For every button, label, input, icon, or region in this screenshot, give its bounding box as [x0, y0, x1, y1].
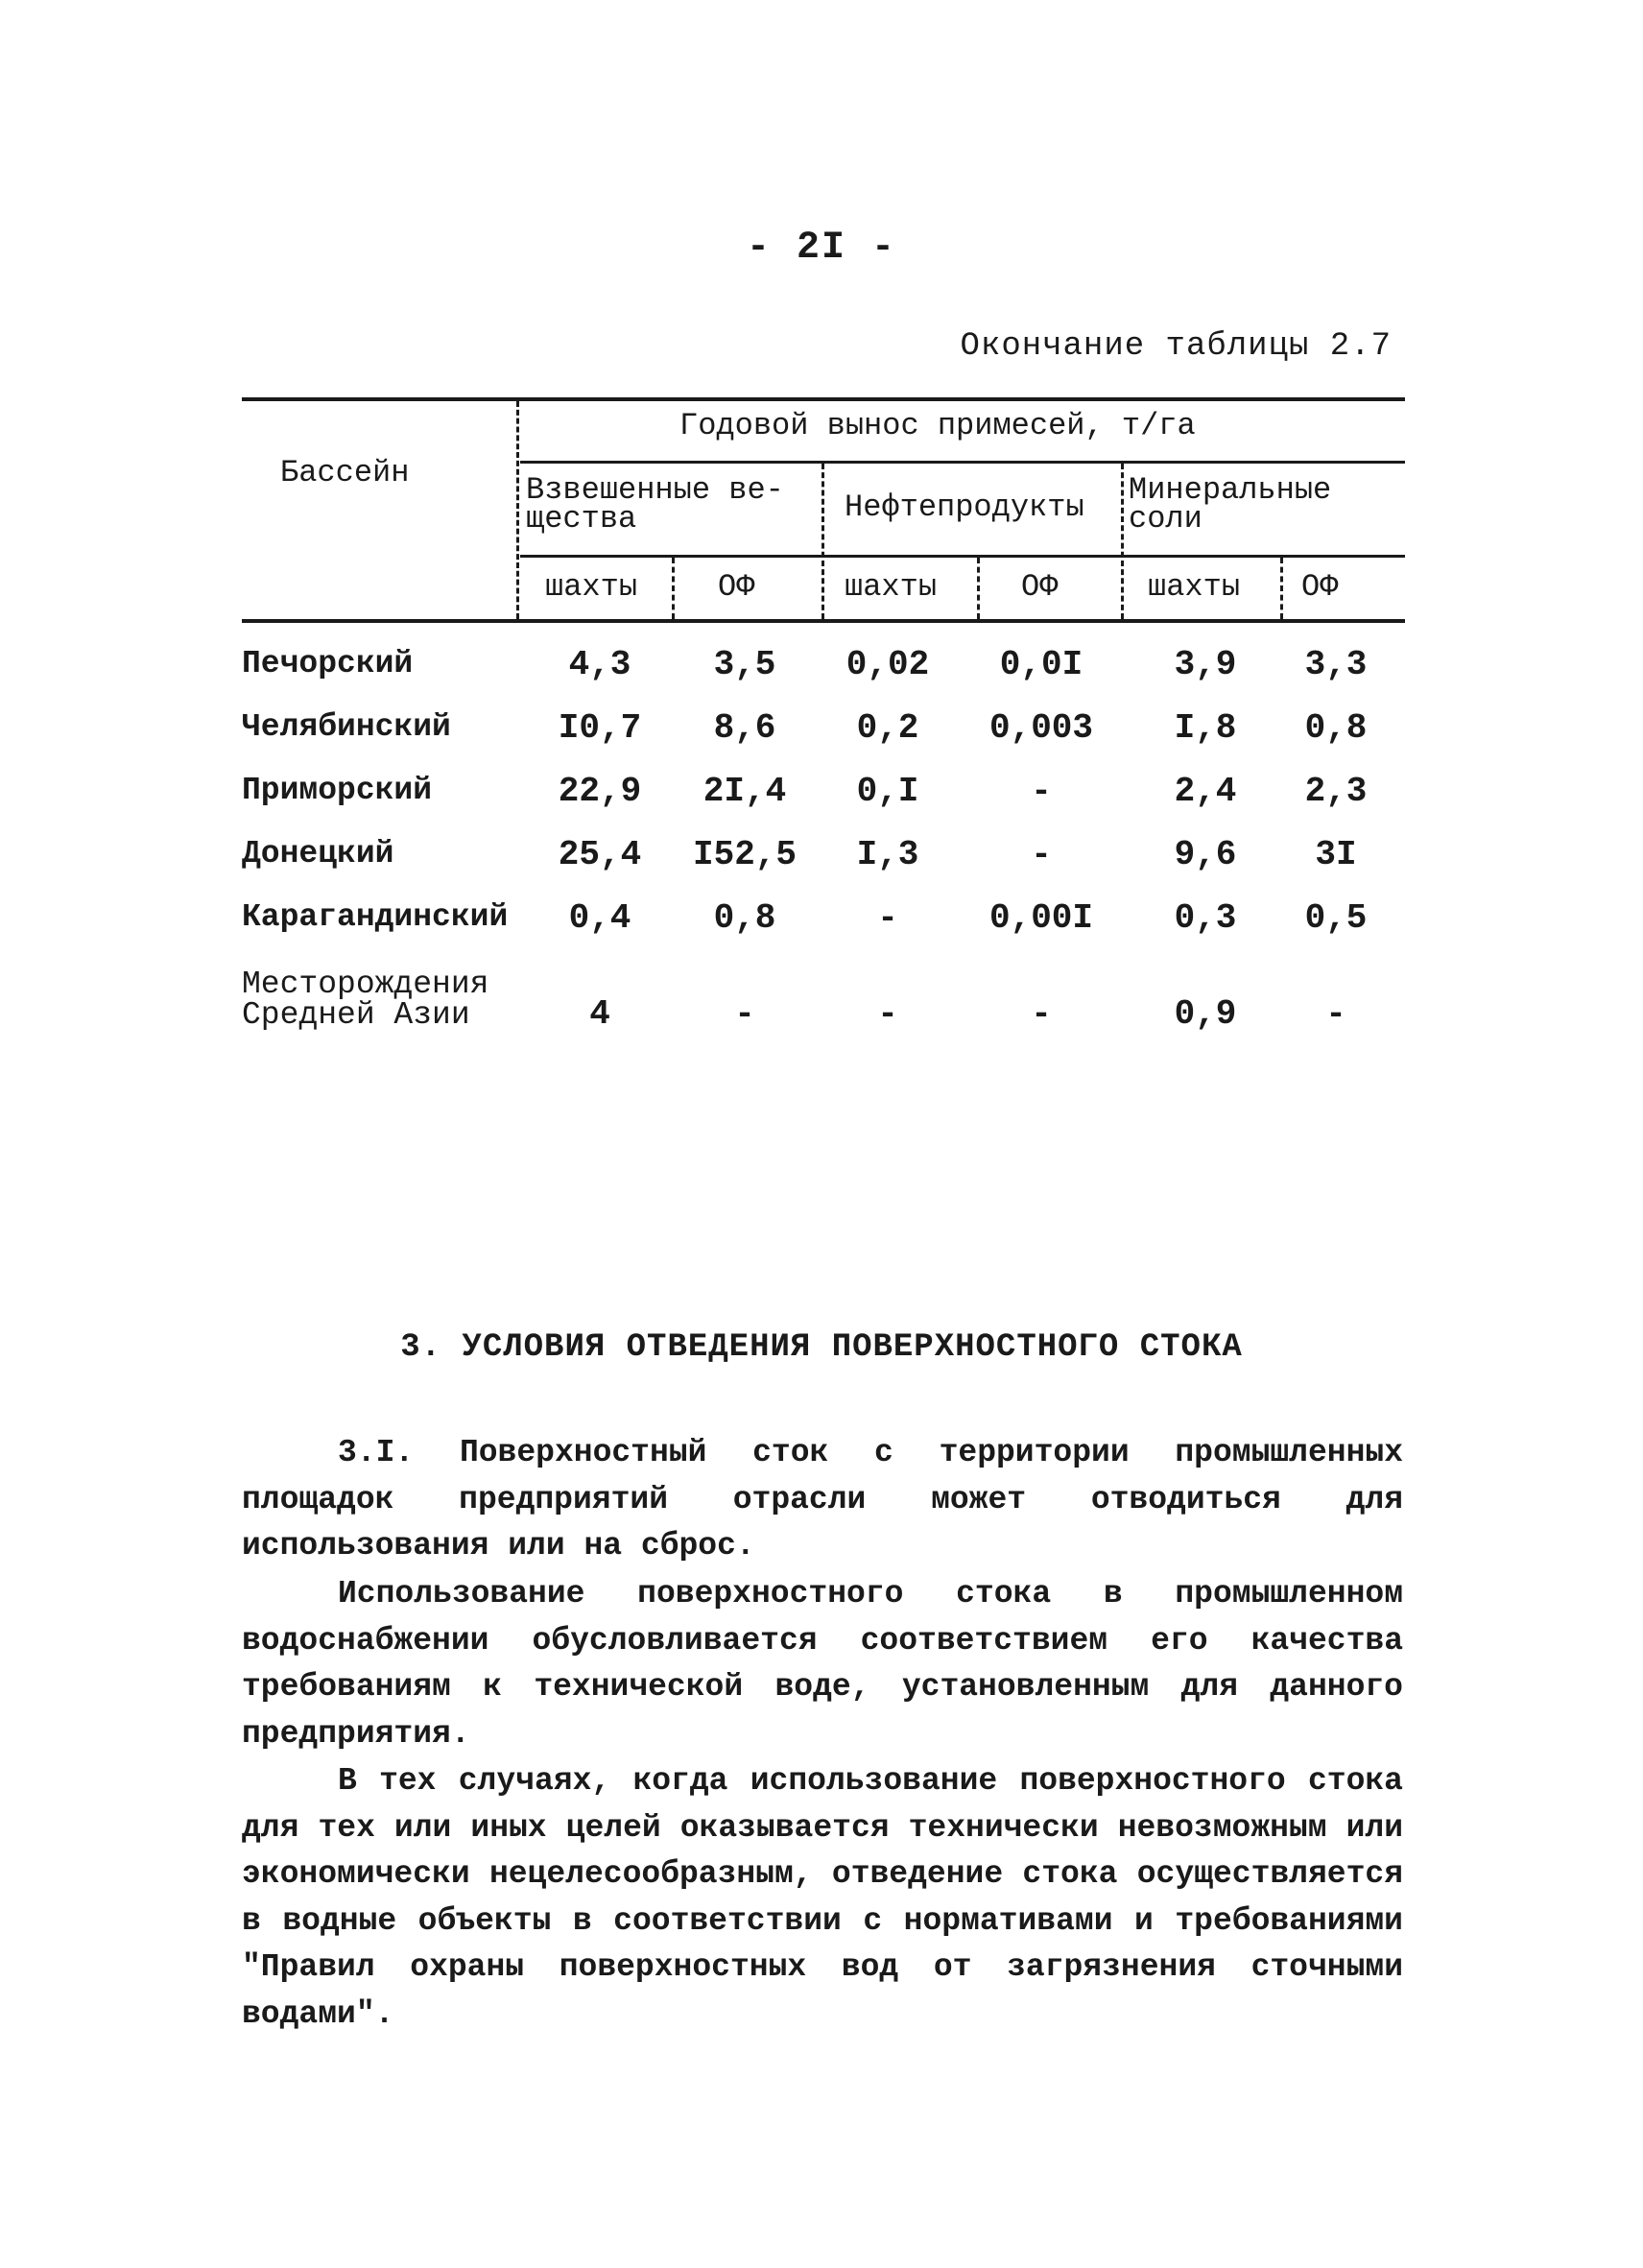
table-top-rule [242, 397, 1405, 401]
table-cell: 3,9 [1174, 645, 1237, 684]
header-suspended-solids: Взвешенные ве- щества [526, 472, 784, 537]
table-caption: Окончание таблицы 2.7 [960, 328, 1392, 365]
header-petroleum: Нефтепродукты [845, 489, 1084, 525]
table-cell: I,8 [1174, 708, 1237, 748]
section-title: 3. УСЛОВИЯ ОТВЕДЕНИЯ ПОВЕРХНОСТНОГО СТОКА [400, 1329, 1243, 1366]
table-cell: 0,I [856, 772, 919, 811]
group-header-rule [520, 461, 1405, 464]
table-cell: 2I,4 [702, 772, 787, 811]
subgroup-header-rule [520, 555, 1405, 558]
table-cell: 4,3 [568, 645, 631, 684]
table-cell: 0,3 [1174, 898, 1237, 938]
table-cell: 0,8 [713, 898, 776, 938]
table-cell: - [1031, 772, 1052, 811]
table-cell: 0,0I [999, 645, 1083, 684]
table-cell: 22,9 [558, 772, 642, 811]
table-cell: - [1325, 994, 1346, 1034]
table-cell: 2,4 [1174, 772, 1237, 811]
table-cell: 8,6 [713, 708, 776, 748]
table-cell: 3,3 [1304, 645, 1368, 684]
col-separator-basin [516, 401, 519, 619]
table-cell: 4 [589, 994, 610, 1034]
table-cell: I,3 [856, 835, 919, 874]
table-cell: 0,02 [845, 645, 930, 684]
header-basin: Бассейн [280, 455, 410, 490]
table-cell: 0,003 [988, 708, 1094, 748]
paragraph: Использование поверхностного стока в промышленном водоснабжении обусловливается соответствием его качества требованиям к технической воде, установленным для данного предприятия. [242, 1576, 1403, 1752]
row-label: Приморский [242, 773, 433, 808]
table-cell: - [1031, 835, 1052, 874]
table-cell: 3I [1315, 835, 1357, 874]
row-label: Донецкий [242, 836, 394, 871]
page-number: - 2I - [746, 227, 897, 270]
header-mines-3: шахты [1148, 569, 1241, 605]
col-separator-sub3 [1280, 558, 1283, 619]
table-cell: 3,5 [713, 645, 776, 684]
table-cell: - [877, 994, 898, 1034]
table-cell: I52,5 [692, 835, 798, 874]
header-annual-removal: Годовой вынос примесей, т/га [679, 408, 1196, 443]
header-bottom-rule [242, 619, 1405, 623]
row-label: Челябинский [242, 709, 451, 745]
col-separator-group1 [822, 464, 824, 619]
paragraph: 3.I. Поверхностный сток с территории промышленных площадок предприятий отрасли может отводиться для использования или на сброс. [242, 1435, 1403, 1564]
table-cell: - [1031, 994, 1052, 1034]
col-separator-sub2 [977, 558, 980, 619]
header-of-1: ОФ [718, 569, 755, 605]
table-cell: 25,4 [558, 835, 642, 874]
row-label: Карагандинский [242, 899, 509, 935]
table-cell: 0,4 [568, 898, 631, 938]
header-mines-2: шахты [845, 569, 938, 605]
row-label: Месторождения Средней Азии [242, 967, 489, 1033]
table-cell: 0,00I [988, 898, 1094, 938]
table-cell: 0,8 [1304, 708, 1368, 748]
table-cell: 0,9 [1174, 994, 1237, 1034]
table-cell: - [734, 994, 755, 1034]
table-cell: 0,2 [856, 708, 919, 748]
table-cell: - [877, 898, 898, 938]
header-mineral-salts: Минеральные соли [1129, 472, 1332, 537]
row-label: Печорский [242, 646, 414, 681]
header-of-2: ОФ [1021, 569, 1059, 605]
table-cell: 9,6 [1174, 835, 1237, 874]
col-separator-group2 [1121, 464, 1124, 619]
table-cell: 2,3 [1304, 772, 1368, 811]
table-cell: 0,5 [1304, 898, 1368, 938]
col-separator-sub1 [672, 558, 675, 619]
paragraph: В тех случаях, когда использование поверхностного стока для тех или иных целей оказывается технически невозможным или экономически нецелесообразным, отведение стока осуществляется в водные объекты в соответствии с нормативами и требованиями "Правил охраны поверхностных вод от загрязнения сточными водами". [242, 1763, 1403, 2032]
table-cell: I0,7 [558, 708, 642, 748]
header-of-3: ОФ [1301, 569, 1339, 605]
header-mines-1: шахты [545, 569, 638, 605]
